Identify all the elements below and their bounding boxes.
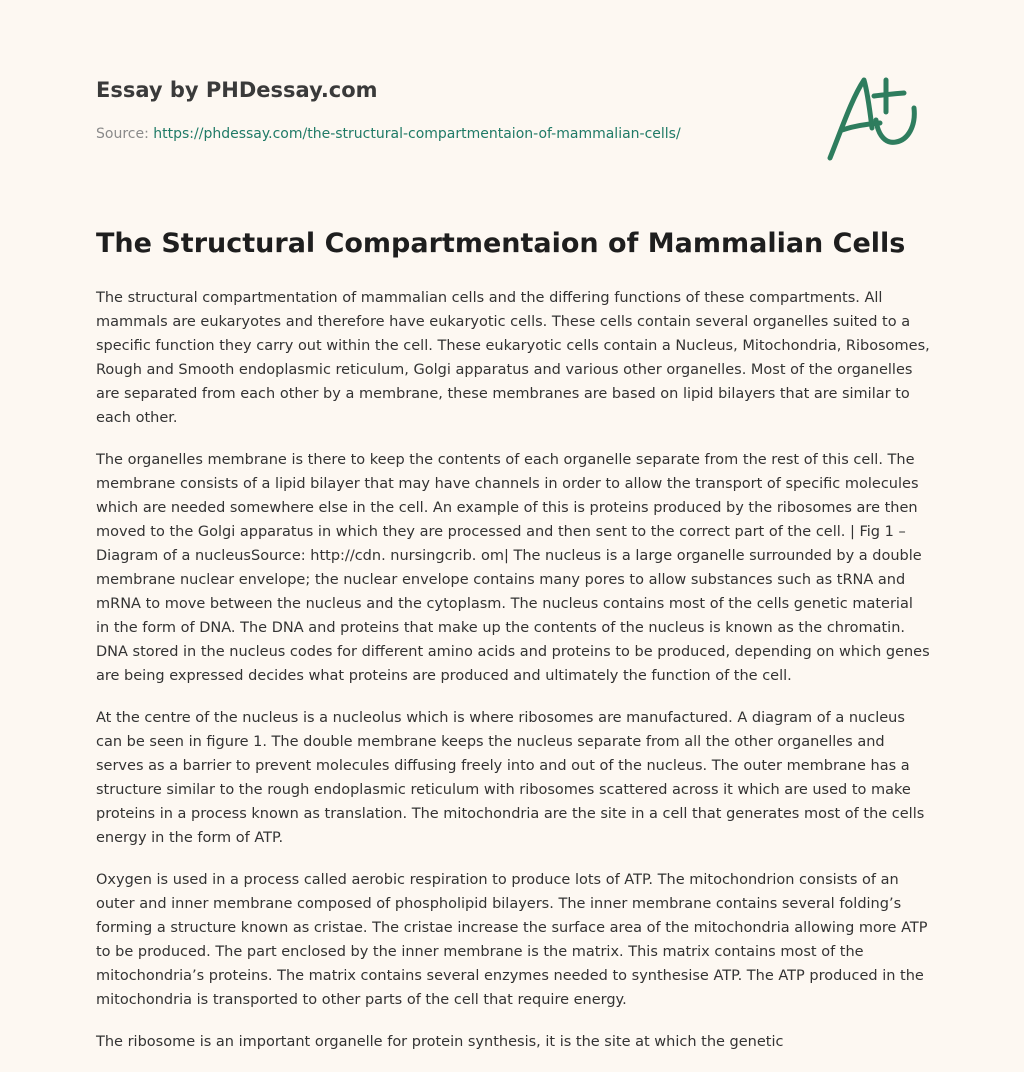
- source-link[interactable]: https://phdessay.com/the-structural-compartmentaion-of-mammalian-cells/: [153, 126, 681, 142]
- paragraph: The structural compartmentation of mammalian cells and the differing functions of these compartments. All mammals are eukaryotes and therefore have eukaryotic cells. These cells contain several organelles suited to a specific function they carry out within the cell. These eukaryotic cells contain a Nucleus, Mitochondria, Ribosomes, Rough and Smooth endoplasmic reticulum, Golgi apparatus and various other organelles. Most of the organelles are separated from each other by a membrane, these membranes are based on lipid bilayers that are similar to each other.: [96, 290, 930, 426]
- source-line: [96, 124, 796, 144]
- paragraph: At the centre of the nucleus is a nucleolus which is where ribosomes are manufactured. A diagram of a nucleus can be seen in figure 1. The double membrane keeps the nucleus separate from all the other organelles and serves as a barrier to prevent molecules diffusing freely into and out of the nucleus. The outer membrane has a structure similar to the rough endoplasmic reticulum with ribosomes scattered across it which are used to make proteins in a process known as translation. The mitochondria are the site in a cell that generates most of the cells energy in the form of ATP.: [96, 710, 925, 846]
- paragraph: The ribosome is an important organelle for protein synthesis, it is the site at which the genetic: [96, 1034, 784, 1050]
- brand-name: Essay by PHDessay.com: [96, 78, 378, 102]
- essay-header: [96, 74, 796, 144]
- essay-body: [96, 286, 930, 1072]
- paragraph: Oxygen is used in a process called aerobic respiration to produce lots of ATP. The mitochondrion consists of an outer and inner membrane composed of phospholipid bilayers. The inner membrane contains several folding’s forming a structure known as cristae. The cristae increase the surface area of the mitochondria allowing more ATP to be produced. The part enclosed by the inner membrane is the matrix. This matrix contains most of the mitochondria’s proteins. The matrix contains several enzymes needed to synthesise ATP. The ATP produced in the mitochondria is transported to other parts of the cell that require energy.: [96, 872, 928, 1008]
- source-label: Source:: [96, 126, 154, 142]
- essay-title: The Structural Compartmentaion of Mammalian Cells: [96, 228, 906, 259]
- a-plus-logo-icon: [820, 68, 930, 164]
- paragraph: The organelles membrane is there to keep the contents of each organelle separate from the rest of this cell. The membrane consists of a lipid bilayer that may have channels in order to allow the transport of specific molecules which are needed somewhere else in the cell. An example of this is proteins produced by the ribosomes are then moved to the Golgi apparatus in which they are processed and then sent to the correct part of the cell. | Fig 1 – Diagram of a nucleusSource: http://cdn. nursingcrib. om| The nucleus is a large organelle surrounded by a double membrane nuclear envelope; the nuclear envelope contains many pores to allow substances such as tRNA and mRNA to move between the nucleus and the cytoplasm. The nucleus contains most of the cells genetic material in the form of DNA. The DNA and proteins that make up the contents of the nucleus is known as the chromatin. DNA stored in the nucleus codes for different amino acids and proteins to be produced, depending on which genes are being expressed decides what proteins are produced and ultimately the function of the cell.: [96, 452, 930, 684]
